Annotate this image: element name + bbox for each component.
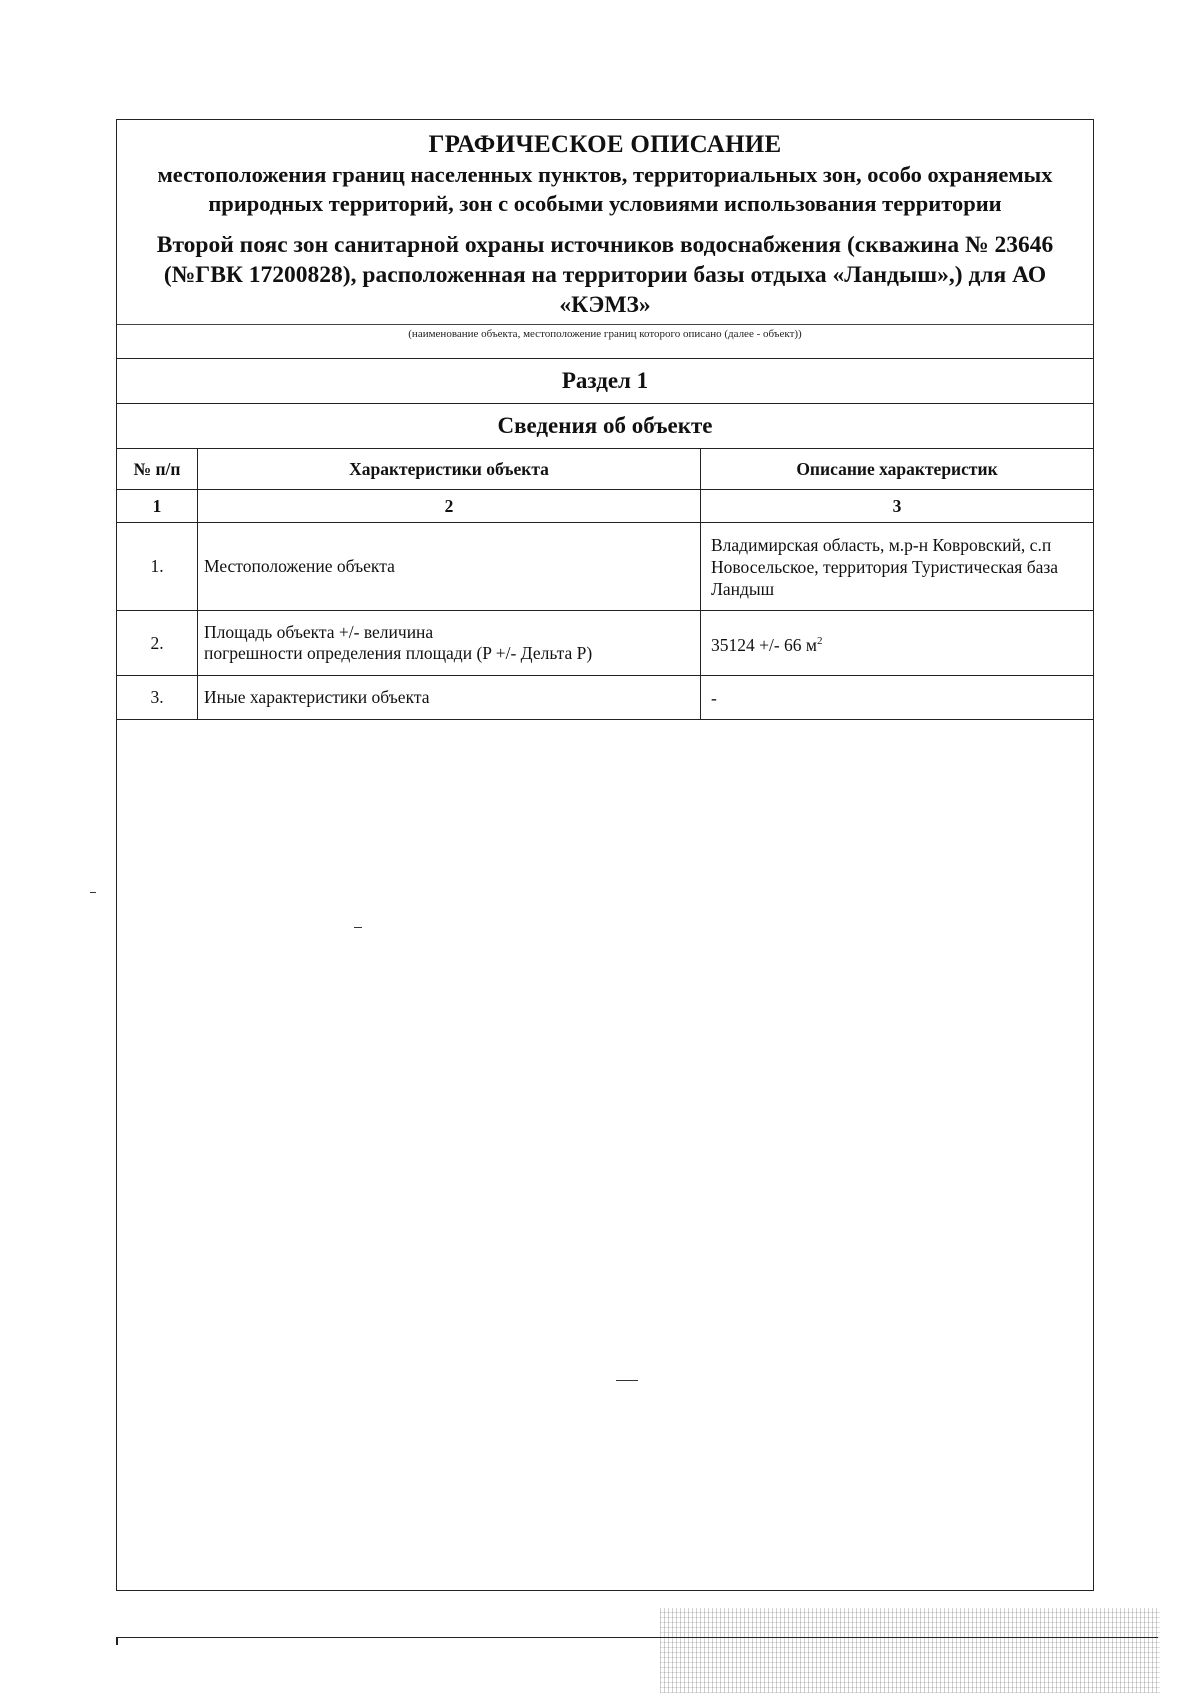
object-name: Второй пояс зон санитарной охраны источников водоснабжения (скважина № 23646 (№ГВК 17200828), расположенная на территории базы отдыха «Ландыш»,) для АО «КЭМЗ» — [156, 232, 1054, 318]
column-number-row — [117, 490, 1093, 523]
row-value: - — [701, 676, 1094, 720]
row-value-text: 35124 +/- 66 м — [711, 634, 818, 655]
object-info-table — [117, 448, 1093, 720]
row-value-superscript: 2 — [817, 635, 823, 648]
object-name-caption: (наименование объекта, местоположение границ которого описано (далее - объект)) — [408, 328, 802, 340]
row-number: 1. — [117, 523, 198, 611]
column-number-2: 2 — [198, 490, 701, 523]
column-header-description: Описание характеристик — [701, 449, 1094, 490]
column-number-3: 3 — [701, 490, 1094, 523]
row-label — [198, 611, 701, 676]
column-header-characteristics: Характеристики объекта — [198, 449, 701, 490]
table-header-row — [117, 449, 1093, 490]
row-label-line-1: Площадь объекта +/- величина — [204, 622, 434, 642]
scan-mark — [616, 1380, 638, 1381]
document-title: ГРАФИЧЕСКОЕ ОПИСАНИЕ — [428, 131, 782, 158]
row-number: 2. — [117, 611, 198, 676]
scan-mark — [354, 927, 362, 928]
scan-noise — [660, 1608, 1160, 1693]
row-number: 3. — [117, 676, 198, 720]
document-frame — [116, 119, 1094, 1591]
document-subtitle: местоположения границ населенных пунктов, территориальных зон, особо охраняемых природных территорий, зон с особыми условиями использования территории — [157, 162, 1053, 216]
row-label: Иные характеристики объекта — [198, 676, 701, 720]
section-label: Раздел 1 — [117, 358, 1093, 403]
column-header-number: № п/п — [117, 449, 198, 490]
row-label: Местоположение объекта — [198, 523, 701, 611]
table-row — [117, 611, 1093, 676]
column-number-1: 1 — [117, 490, 198, 523]
table-row — [117, 676, 1093, 720]
section-heading: Сведения об объекте — [117, 403, 1093, 448]
document-header — [117, 120, 1093, 320]
row-value — [701, 611, 1094, 676]
row-value: Владимирская область, м.р-н Ковровский, с.п Новосельское, территория Туристическая база Ландыш — [701, 523, 1094, 611]
table-row — [117, 523, 1093, 611]
scan-mark — [90, 892, 96, 893]
row-label-line-2: погрешности определения площади (P +/- Дельта P) — [204, 643, 593, 663]
page-bottom-tick — [116, 1637, 118, 1645]
